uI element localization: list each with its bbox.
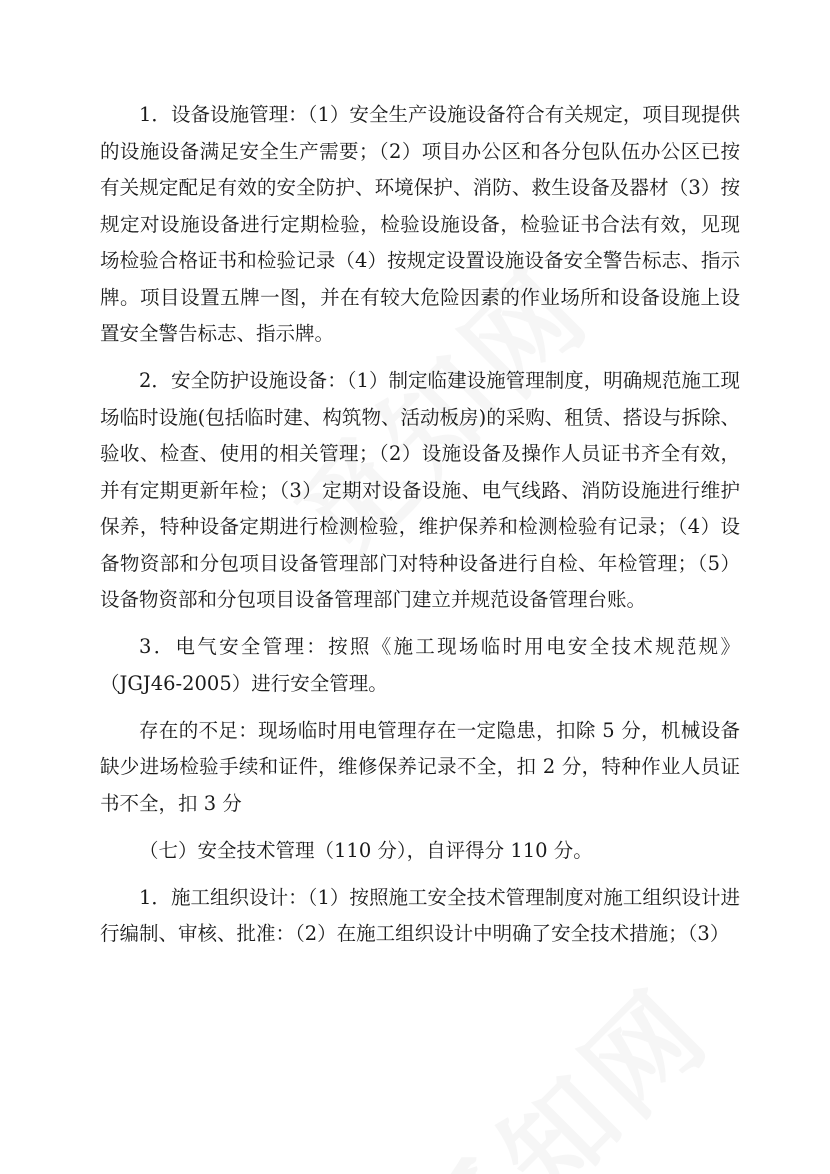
document-body xyxy=(100,97,740,953)
paragraph-deficiencies: 存在的不足：现场临时用电管理存在一定隐患，扣除 5 分，机械设备缺少进场检验手续和证件，维修保养记录不全，扣 2 分，特种作业人员证书不全，扣 3 分 xyxy=(100,718,740,815)
paragraph-construction-organization-design: 1．施工组织设计：（1）按照施工安全技术管理制度对施工组织设计进行编制、审核、批准：（2）在施工组织设计中明确了安全技术措施；（3） xyxy=(100,885,740,945)
paragraph-equipment-facility-management: 1．设备设施管理：（1）安全生产设施设备符合有关规定，项目现提供的设施设备满足安全生产需要；（2）项目办公区和各分包队伍办公区已按有关规定配足有效的安全防护、环境保护、消防、救生设备及器材（3）按规定对设施设备进行定期检验，检验设施设备，检验证书合法有效，见现场检验合格证书和检验记录（4）按规定设置设施设备安全警告标志、指示牌。项目设置五牌一图，并在有较大危险因素的作业场所和设备设施上设置安全警告标志、指示牌。 xyxy=(100,103,740,345)
section-heading-safety-technical-management: （七）安全技术管理（110 分），自评得分 110 分。 xyxy=(139,838,593,862)
paragraph-safety-protection-facilities: 2．安全防护设施设备：（1）制定临建设施管理制度，明确规范施工现场临时设施(包括临时建、构筑物、活动板房)的采购、租赁、搭设与拆除、验收、检查、使用的相关管理；（2）设施设备及操作人员证书齐全有效，并有定期更新年检；（3）定期对设备设施、电气线路、消防设施进行维护保养，特种设备定期进行检测检验，维护保养和检测检验有记录；（4）设备物资部和分包项目设备管理部门对特种设备进行自检、年检管理；（5）设备物资部和分包项目设备管理部门建立并规范设备管理台账。 xyxy=(100,369,740,611)
paragraph-electrical-safety-management: 3．电气安全管理：按照《施工现场临时用电安全技术规范规》（JGJ46-2005）进行安全管理。 xyxy=(100,635,740,695)
watermark-logo xyxy=(376,948,738,1174)
